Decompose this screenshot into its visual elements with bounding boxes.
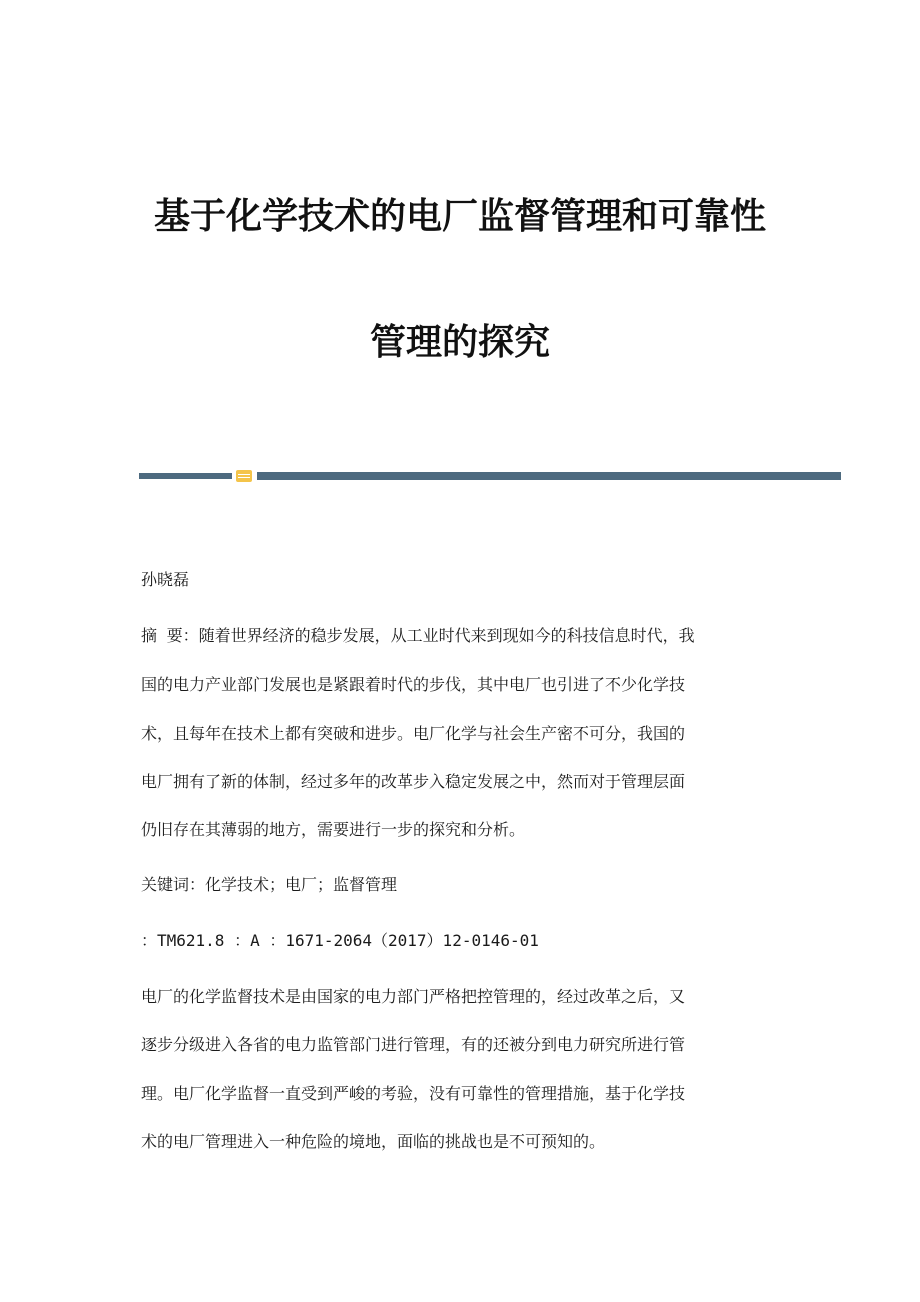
body-line: 逐步分级进入各省的电力监管部门进行管理，有的还被分到电力研究所进行管: [141, 1035, 686, 1054]
abstract-line: 术，且每年在技术上都有突破和进步。电厂化学与社会生产密不可分，我国的: [141, 724, 686, 743]
abstract-line: 摘 要：随着世界经济的稳步发展，从工业时代来到现如今的科技信息时代，我: [141, 626, 695, 645]
body-line: 术的电厂管理进入一种危险的境地，面临的挑战也是不可预知的。: [141, 1132, 606, 1151]
abstract-line: 国的电力产业部门发展也是紧跟着时代的步伐，其中电厂也引进了不少化学技: [141, 675, 686, 694]
divider-bar-right: [257, 472, 841, 480]
document-title-line-1: 基于化学技术的电厂监督管理和可靠性: [153, 195, 766, 237]
abstract-line: 仍旧存在其薄弱的地方，需要进行一步的探究和分析。: [141, 820, 526, 839]
divider-ornament-icon: [236, 470, 252, 482]
author-name: 孙晓磊: [141, 570, 190, 589]
document-title-line-2: 管理的探究: [369, 321, 550, 363]
body-line: 理。电厂化学监督一直受到严峻的考验，没有可靠性的管理措施，基于化学技: [141, 1084, 686, 1103]
keywords: 关键词：化学技术；电厂；监督管理: [141, 875, 398, 894]
abstract-line: 电厂拥有了新的体制，经过多年的改革步入稳定发展之中，然而对于管理层面: [141, 772, 686, 791]
body-line: 电厂的化学监督技术是由国家的电力部门严格把控管理的，经过改革之后，又: [141, 987, 686, 1006]
classification-info: ：TM621.8 ：A ：1671-2064（2017）12-0146-01: [141, 931, 539, 950]
title-divider: [139, 470, 841, 482]
divider-bar-left: [139, 473, 232, 479]
